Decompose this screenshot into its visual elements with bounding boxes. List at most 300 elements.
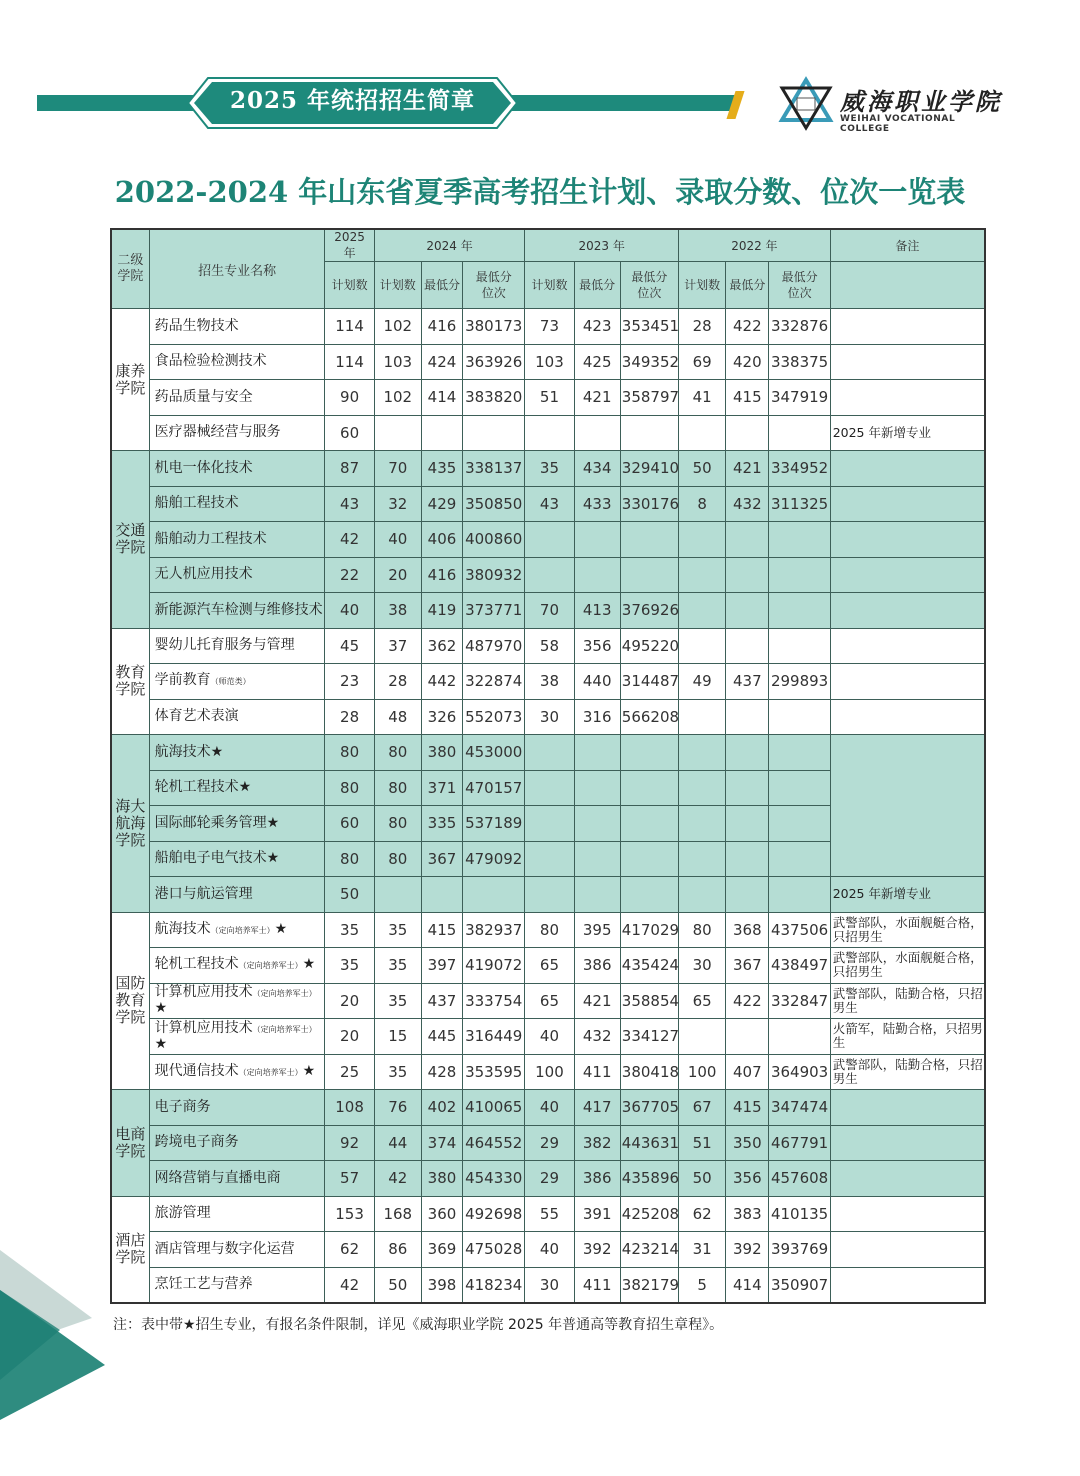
header-plan-2024: 计划数	[374, 262, 421, 309]
cell-p25: 20	[325, 983, 374, 1019]
cell-p25: 42	[325, 522, 374, 558]
table-row	[111, 1267, 985, 1303]
major-name: 航海技术★	[154, 743, 224, 760]
cell-p23: 40	[525, 1090, 574, 1126]
cell-p23: 65	[525, 983, 574, 1019]
cell-s22	[726, 806, 769, 842]
note-cell	[830, 593, 985, 629]
cell-p24: 40	[374, 522, 421, 558]
cell-s22	[726, 557, 769, 593]
cell-s24: 360	[421, 1196, 462, 1232]
cell-r23: 358854	[620, 983, 678, 1019]
cell-r23: 435896	[620, 1161, 678, 1197]
cell-p24: 102	[374, 309, 421, 345]
cell-r22: 334952	[769, 451, 830, 487]
cell-p25: 35	[325, 948, 374, 984]
table-row	[111, 593, 985, 629]
note-cell: 2025 年新增专业	[830, 877, 985, 913]
banner-line-right	[508, 95, 736, 111]
cell-p23: 29	[525, 1125, 574, 1161]
cell-s22: 368	[726, 912, 769, 948]
table-row	[111, 1232, 985, 1268]
cell-s24	[421, 415, 462, 451]
major-cell	[149, 593, 325, 629]
table-row	[111, 877, 985, 913]
table-row	[111, 1090, 985, 1126]
cell-r24: 492698	[463, 1196, 525, 1232]
major-cell	[149, 1161, 325, 1197]
cell-r22: 364903	[769, 1054, 830, 1090]
cell-p22: 49	[679, 664, 726, 700]
college-name-en: WEIHAI VOCATIONAL COLLEGE	[840, 114, 956, 134]
cell-s23: 316	[574, 699, 620, 735]
banner-line-left	[37, 95, 197, 111]
major-tag: （定向培养军士）	[210, 925, 275, 935]
cell-r22: 457608	[769, 1161, 830, 1197]
major-name: 轮机工程技术	[154, 956, 239, 973]
cell-p23	[525, 557, 574, 593]
major-cell	[149, 1125, 325, 1161]
cell-s22: 432	[726, 486, 769, 522]
major-name: 无人机应用技术	[154, 566, 253, 583]
cell-s22: 415	[726, 1090, 769, 1126]
table-row	[111, 699, 985, 735]
major-cell	[149, 841, 325, 877]
note-cell	[830, 451, 985, 487]
cell-p23	[525, 415, 574, 451]
cell-r23: 495220	[620, 628, 678, 664]
cell-s24: 335	[421, 806, 462, 842]
cell-p22	[679, 415, 726, 451]
cell-r23: 334127	[620, 1019, 678, 1055]
cell-r24: 380932	[463, 557, 525, 593]
cell-p25: 114	[325, 344, 374, 380]
cell-r24: 475028	[463, 1232, 525, 1268]
cell-r23	[620, 522, 678, 558]
cell-p23: 80	[525, 912, 574, 948]
college-emblem-icon	[776, 76, 836, 132]
cell-s22	[726, 1019, 769, 1055]
cell-s22: 415	[726, 380, 769, 416]
cell-r24: 353595	[463, 1054, 525, 1090]
cell-r23: 330176	[620, 486, 678, 522]
cell-r24: 419072	[463, 948, 525, 984]
cell-p22	[679, 841, 726, 877]
cell-p22: 31	[679, 1232, 726, 1268]
table-body	[111, 309, 985, 1303]
cell-r23: 443631	[620, 1125, 678, 1161]
cell-s22: 407	[726, 1054, 769, 1090]
cell-r24: 464552	[463, 1125, 525, 1161]
cell-r24: 382937	[463, 912, 525, 948]
cell-p23: 40	[525, 1019, 574, 1055]
cell-p25: 45	[325, 628, 374, 664]
cell-r23: 380418	[620, 1054, 678, 1090]
cell-r22	[769, 1019, 830, 1055]
cell-r22: 437506	[769, 912, 830, 948]
college-cell: 电商学院	[111, 1090, 149, 1197]
cell-p24: 80	[374, 770, 421, 806]
cell-r22: 393769	[769, 1232, 830, 1268]
cell-s23	[574, 735, 620, 771]
major-cell	[149, 1232, 325, 1268]
cell-s22	[726, 877, 769, 913]
cell-p25: 28	[325, 699, 374, 735]
note-cell	[830, 1232, 985, 1268]
table-row	[111, 557, 985, 593]
cell-p24: 168	[374, 1196, 421, 1232]
cell-r23	[620, 557, 678, 593]
cell-s23: 411	[574, 1054, 620, 1090]
cell-p22: 67	[679, 1090, 726, 1126]
cell-s22: 437	[726, 664, 769, 700]
header-plan-2023: 计划数	[525, 262, 574, 309]
header-major: 招生专业名称	[149, 229, 325, 309]
cell-r24: 400860	[463, 522, 525, 558]
cell-p22: 80	[679, 912, 726, 948]
cell-p22	[679, 557, 726, 593]
table-row	[111, 628, 985, 664]
cell-r24: 373771	[463, 593, 525, 629]
cell-s22	[726, 522, 769, 558]
cell-s24: 435	[421, 451, 462, 487]
cell-p24	[374, 415, 421, 451]
header-note-blank	[830, 262, 985, 309]
major-name: 旅游管理	[154, 1205, 211, 1222]
cell-p23: 38	[525, 664, 574, 700]
cell-r23: 566208	[620, 699, 678, 735]
major-name: 药品质量与安全	[154, 388, 253, 405]
major-name: 轮机工程技术★	[154, 779, 252, 796]
cell-p22: 51	[679, 1125, 726, 1161]
note-cell: 武警部队，水面舰艇合格，只招男生	[830, 948, 985, 984]
cell-s23	[574, 557, 620, 593]
cell-s24: 406	[421, 522, 462, 558]
major-name: 船舶工程技术	[154, 495, 239, 512]
cell-r24: 537189	[463, 806, 525, 842]
star-icon: ★	[154, 1035, 168, 1052]
cell-s24: 362	[421, 628, 462, 664]
college-cell: 教育学院	[111, 628, 149, 735]
note-cell	[830, 628, 985, 664]
cell-r24: 338137	[463, 451, 525, 487]
major-name: 机电一体化技术	[154, 459, 253, 476]
college-logo	[776, 76, 1006, 132]
cell-s24: 398	[421, 1267, 462, 1303]
table-row	[111, 1054, 985, 1090]
cell-r23	[620, 806, 678, 842]
cell-r22: 347919	[769, 380, 830, 416]
cell-p25: 43	[325, 486, 374, 522]
cell-p22: 100	[679, 1054, 726, 1090]
major-cell	[149, 664, 325, 700]
major-cell	[149, 1196, 325, 1232]
cell-p24: 102	[374, 380, 421, 416]
cell-r22: 338375	[769, 344, 830, 380]
cell-p23: 40	[525, 1232, 574, 1268]
note-cell: 武警部队，陆勤合格，只招男生	[830, 1054, 985, 1090]
cell-p25: 57	[325, 1161, 374, 1197]
cell-s24: 424	[421, 344, 462, 380]
cell-s22	[726, 841, 769, 877]
major-cell	[149, 1054, 325, 1090]
note-cell: 武警部队，陆勤合格，只招男生	[830, 983, 985, 1019]
cell-p23: 51	[525, 380, 574, 416]
cell-s22: 392	[726, 1232, 769, 1268]
cell-s24: 416	[421, 557, 462, 593]
cell-s24: 380	[421, 735, 462, 771]
cell-s23: 392	[574, 1232, 620, 1268]
cell-s22: 422	[726, 983, 769, 1019]
cell-s22: 422	[726, 309, 769, 345]
cell-p23: 35	[525, 451, 574, 487]
cell-p25: 80	[325, 841, 374, 877]
college-cell: 酒店学院	[111, 1196, 149, 1303]
page-title: 2022-2024 年山东省夏季高考招生计划、录取分数、位次一览表	[114, 175, 966, 209]
cell-p24: 37	[374, 628, 421, 664]
cell-s22: 421	[726, 451, 769, 487]
cell-s23: 421	[574, 380, 620, 416]
cell-p24: 103	[374, 344, 421, 380]
major-name: 跨境电子商务	[154, 1134, 239, 1151]
cell-p25: 50	[325, 877, 374, 913]
cell-p25: 90	[325, 380, 374, 416]
major-name: 医疗器械经营与服务	[154, 424, 281, 441]
cell-r24: 322874	[463, 664, 525, 700]
cell-r24: 350850	[463, 486, 525, 522]
cell-s24: 414	[421, 380, 462, 416]
table-row	[111, 1196, 985, 1232]
major-name: 婴幼儿托育服务与管理	[154, 637, 295, 654]
major-name: 网络营销与直播电商	[154, 1169, 281, 1186]
header-rank-2022: 最低分位次	[769, 262, 830, 309]
cell-r24: 333754	[463, 983, 525, 1019]
major-cell	[149, 1019, 325, 1055]
note-cell	[830, 699, 985, 735]
note-cell: 火箭军，陆勤合格，只招男生	[830, 1019, 985, 1055]
cell-p23: 100	[525, 1054, 574, 1090]
cell-r22: 438497	[769, 948, 830, 984]
cell-r23: 376926	[620, 593, 678, 629]
header-score-2023: 最低分	[574, 262, 620, 309]
cell-s24: 380	[421, 1161, 462, 1197]
cell-p24: 86	[374, 1232, 421, 1268]
cell-s24: 437	[421, 983, 462, 1019]
college-cell: 康养学院	[111, 309, 149, 451]
cell-s23	[574, 806, 620, 842]
cell-p24: 80	[374, 806, 421, 842]
note-cell	[830, 380, 985, 416]
cell-r23: 417029	[620, 912, 678, 948]
cell-r22: 332876	[769, 309, 830, 345]
cell-p23: 55	[525, 1196, 574, 1232]
major-cell	[149, 912, 325, 948]
table-row	[111, 912, 985, 948]
cell-p24: 35	[374, 1054, 421, 1090]
cell-r23	[620, 770, 678, 806]
cell-r22: 332847	[769, 983, 830, 1019]
cell-s23: 356	[574, 628, 620, 664]
cell-s23: 386	[574, 948, 620, 984]
cell-r23: 425208	[620, 1196, 678, 1232]
cell-p22	[679, 1019, 726, 1055]
cell-p24: 38	[374, 593, 421, 629]
cell-r22	[769, 699, 830, 735]
major-name: 新能源汽车检测与维修技术	[154, 601, 323, 618]
header-plan-2025: 计划数	[325, 262, 374, 309]
cell-s24: 326	[421, 699, 462, 735]
cell-p22: 5	[679, 1267, 726, 1303]
cell-p22: 28	[679, 309, 726, 345]
cell-p24: 42	[374, 1161, 421, 1197]
table-row	[111, 415, 985, 451]
cell-p22	[679, 628, 726, 664]
cell-s23: 411	[574, 1267, 620, 1303]
major-name: 酒店管理与数字化运营	[154, 1240, 295, 1257]
cell-p24: 76	[374, 1090, 421, 1126]
cell-p24: 44	[374, 1125, 421, 1161]
major-name: 烹饪工艺与营养	[154, 1276, 253, 1292]
cell-s22: 383	[726, 1196, 769, 1232]
cell-p24: 20	[374, 557, 421, 593]
major-tag: （定向培养军士）	[252, 989, 317, 999]
major-cell	[149, 983, 325, 1019]
note-cell	[830, 309, 985, 345]
cell-p25: 60	[325, 806, 374, 842]
decorative-triangles	[0, 1230, 110, 1430]
cell-r23	[620, 735, 678, 771]
cell-p22: 50	[679, 451, 726, 487]
cell-p24: 35	[374, 912, 421, 948]
cell-p25: 80	[325, 770, 374, 806]
cell-r23: 367705	[620, 1090, 678, 1126]
cell-p23: 73	[525, 309, 574, 345]
cell-p25: 108	[325, 1090, 374, 1126]
cell-p24: 50	[374, 1267, 421, 1303]
cell-s24: 419	[421, 593, 462, 629]
cell-p23: 65	[525, 948, 574, 984]
cell-r24	[463, 415, 525, 451]
cell-p23	[525, 841, 574, 877]
cell-s22: 356	[726, 1161, 769, 1197]
major-cell	[149, 770, 325, 806]
star-icon: ★	[274, 920, 288, 937]
star-icon: ★	[154, 1000, 168, 1017]
cell-r22: 350907	[769, 1267, 830, 1303]
cell-p25: 80	[325, 735, 374, 771]
cell-r24: 418234	[463, 1267, 525, 1303]
major-cell	[149, 451, 325, 487]
cell-p25: 20	[325, 1019, 374, 1055]
cell-p24: 80	[374, 735, 421, 771]
header-2025: 2025 年	[325, 229, 374, 262]
header-2023: 2023 年	[525, 229, 679, 262]
cell-r22	[769, 806, 830, 842]
cell-p25: 153	[325, 1196, 374, 1232]
cell-p22	[679, 699, 726, 735]
cell-p22: 69	[679, 344, 726, 380]
header-plan-2022: 计划数	[679, 262, 726, 309]
major-name: 计算机应用技术	[154, 1019, 253, 1036]
cell-s23	[574, 522, 620, 558]
major-cell	[149, 1267, 325, 1303]
major-cell	[149, 877, 325, 913]
cell-p25: 35	[325, 912, 374, 948]
cell-s24: 442	[421, 664, 462, 700]
cell-r23	[620, 877, 678, 913]
college-cell: 国防教育学院	[111, 912, 149, 1090]
cell-r24: 383820	[463, 380, 525, 416]
cell-r22	[769, 628, 830, 664]
cell-p23	[525, 522, 574, 558]
cell-p24: 80	[374, 841, 421, 877]
note-cell	[830, 1161, 985, 1197]
banner-badge	[180, 76, 525, 130]
cell-r22	[769, 557, 830, 593]
cell-r23: 423214	[620, 1232, 678, 1268]
cell-r22: 299893	[769, 664, 830, 700]
cell-s23: 434	[574, 451, 620, 487]
cell-r22	[769, 522, 830, 558]
cell-p23: 43	[525, 486, 574, 522]
major-name: 船舶动力工程技术	[154, 530, 267, 547]
college-cell: 海大航海学院	[111, 735, 149, 913]
major-name: 船舶电子电气技术★	[154, 850, 280, 867]
header-score-2024: 最低分	[421, 262, 462, 309]
header-rank-2024: 最低分位次	[463, 262, 525, 309]
cell-r22	[769, 877, 830, 913]
note-cell	[830, 1196, 985, 1232]
cell-s24: 415	[421, 912, 462, 948]
cell-r23: 329410	[620, 451, 678, 487]
cell-s22: 420	[726, 344, 769, 380]
table-row	[111, 344, 985, 380]
cell-r24: 552073	[463, 699, 525, 735]
cell-p24: 28	[374, 664, 421, 700]
header-2024: 2024 年	[374, 229, 525, 262]
banner-title: 2025 年统招招生简章	[229, 87, 476, 114]
header-college: 二级学院	[111, 229, 149, 309]
cell-r24: 479092	[463, 841, 525, 877]
major-cell	[149, 948, 325, 984]
cell-r22	[769, 735, 830, 771]
cell-r24: 470157	[463, 770, 525, 806]
cell-r23: 353451	[620, 309, 678, 345]
admission-table	[110, 228, 986, 1304]
major-name: 港口与航运管理	[154, 885, 253, 902]
cell-p25: 60	[325, 415, 374, 451]
header-2022: 2022 年	[679, 229, 831, 262]
cell-s23: 382	[574, 1125, 620, 1161]
major-tag: （定向培养军士）	[238, 961, 303, 971]
cell-p24: 70	[374, 451, 421, 487]
cell-s22	[726, 593, 769, 629]
note-cell: 2025 年新增专业	[830, 415, 985, 451]
major-cell	[149, 628, 325, 664]
cell-r24: 410065	[463, 1090, 525, 1126]
cell-p24	[374, 877, 421, 913]
cell-r24: 487970	[463, 628, 525, 664]
cell-s23: 433	[574, 486, 620, 522]
major-cell	[149, 557, 325, 593]
note-cell	[830, 664, 985, 700]
major-cell	[149, 415, 325, 451]
cell-p23: 70	[525, 593, 574, 629]
note-cell	[830, 1090, 985, 1126]
table-row	[111, 522, 985, 558]
note-cell	[830, 486, 985, 522]
star-icon: ★	[302, 1062, 316, 1079]
